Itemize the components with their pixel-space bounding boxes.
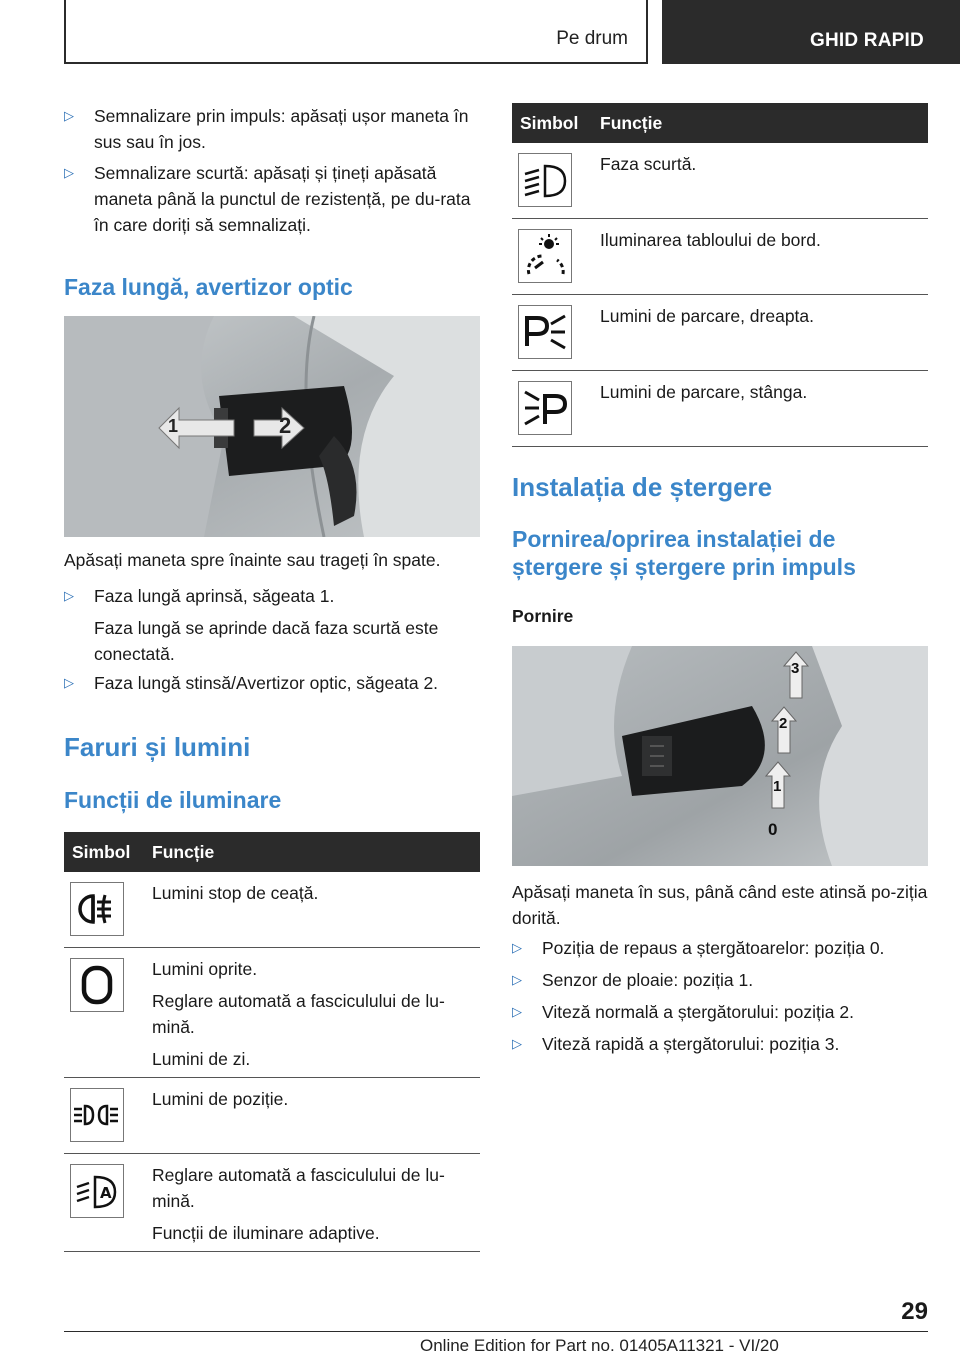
bullet-triangle-icon: ▷ [512,1004,522,1019]
wiper-heading: Instalația de ștergere [512,472,773,502]
list-item: ▷ Viteză rapidă a ștergătorului: poziția 3. [512,1031,928,1057]
wiper-stalk-photo [512,646,928,866]
position-label-1: 1 [773,778,782,795]
rear-fog-light-icon [70,882,124,936]
table-cell-function: Lumini de parcare, dreapta. [600,306,815,326]
table-row [64,1078,480,1154]
list-item: ▷ Semnalizare scurtă: apăsați și țineți apăsată maneta până la punctul de rezistență, pe du-rata în care doriți să semnalizați. [64,160,480,238]
list-item: ▷ Viteză normală a ștergătorului: poziția 2. [512,999,928,1025]
table-row [512,371,928,447]
list-item: ▷ Poziția de repaus a ștergătoarelor: poziția 0. [512,935,928,961]
table-header: Simbol Funcție [512,103,928,143]
lights-heading: Faruri și lumini [64,732,251,762]
table-row [64,1154,480,1252]
table-cell-function: Lumini de poziție. [152,1089,289,1109]
lights-off-zero-icon [70,958,124,1012]
bullet-triangle-icon: ▷ [512,1036,522,1051]
bullet-triangle-icon: ▷ [512,940,522,955]
svg-text:A: A [100,1184,112,1202]
high-beam-intro: Apăsați maneta spre înainte sau trageți în spate. [64,550,441,570]
table-row [512,143,928,219]
position-label-3: 3 [791,660,800,677]
lighting-symbols-table [512,103,928,447]
high-beam-heading: Faza lungă, avertizor optic [64,274,353,300]
low-beam-icon [518,153,572,207]
table-cell-function: Lumini de parcare, stânga. [600,382,808,402]
high-beam-stalk-photo [64,316,480,537]
instrument-lighting-icon [518,229,572,283]
table-cell-function: Reglare automată a fasciculului de lu-mină. Funcții de iluminare adaptive. [152,1165,445,1243]
header-section-box [64,0,648,64]
bullet-triangle-icon: ▷ [64,588,74,603]
list-item: ▷ Faza lungă aprinsă, săgeata 1. Faza lungă se aprinde dacă faza scurtă este conectată. [64,583,480,667]
parking-light-left-icon [518,381,572,435]
header-tab-label: GHID RAPID [810,30,924,51]
auto-headlight-icon [70,1164,124,1218]
table-cell-function: Faza scurtă. [600,154,697,174]
edition-text: Online Edition for Part no. 01405A11321 - VI/20 [420,1336,779,1355]
header-section-title: Pe drum [556,28,628,49]
arrow-label-2: 2 [279,413,292,438]
lighting-functions-heading: Funcții de iluminare [64,787,282,813]
table-row [512,219,928,295]
list-item: ▷ Senzor de ploaie: poziția 1. [512,967,928,993]
table-header: Simbol Funcție [64,832,480,872]
list-item: ▷ Faza lungă stinsă/Avertizor optic, săgeata 2. [64,670,480,696]
table-cell-function: Lumini stop de ceață. [152,883,319,903]
position-lights-icon [70,1088,124,1142]
bullet-triangle-icon: ▷ [64,165,74,180]
page-number: 29 [901,1298,928,1325]
header-tab[interactable] [662,0,960,64]
table-cell-function: Iluminarea tabloului de bord. [600,230,821,250]
list-item: ▷ Semnalizare prin impuls: apăsați ușor maneta în sus sau în jos. [64,103,480,155]
arrow-label-1: 1 [168,416,179,436]
wiper-intro: Apăsați maneta în sus, până când este atinsă po-ziția dorită. [512,882,928,928]
position-label-2: 2 [779,715,788,732]
position-label-0: 0 [768,820,778,839]
footer-divider [64,1331,928,1332]
table-row [64,948,480,1078]
wiper-subheading: Pornirea/oprirea instalației de ștergere și ștergere prin impuls [512,526,856,580]
bullet-triangle-icon: ▷ [512,972,522,987]
bullet-triangle-icon: ▷ [64,108,74,123]
start-label: Pornire [512,606,574,626]
lighting-functions-table [64,832,480,1252]
table-row [512,295,928,371]
table-cell-function: Lumini oprite. Reglare automată a fasciculului de lu-mină. Lumini de zi. [152,959,445,1069]
table-row [64,872,480,948]
bullet-triangle-icon: ▷ [64,675,74,690]
parking-light-right-icon [518,305,572,359]
